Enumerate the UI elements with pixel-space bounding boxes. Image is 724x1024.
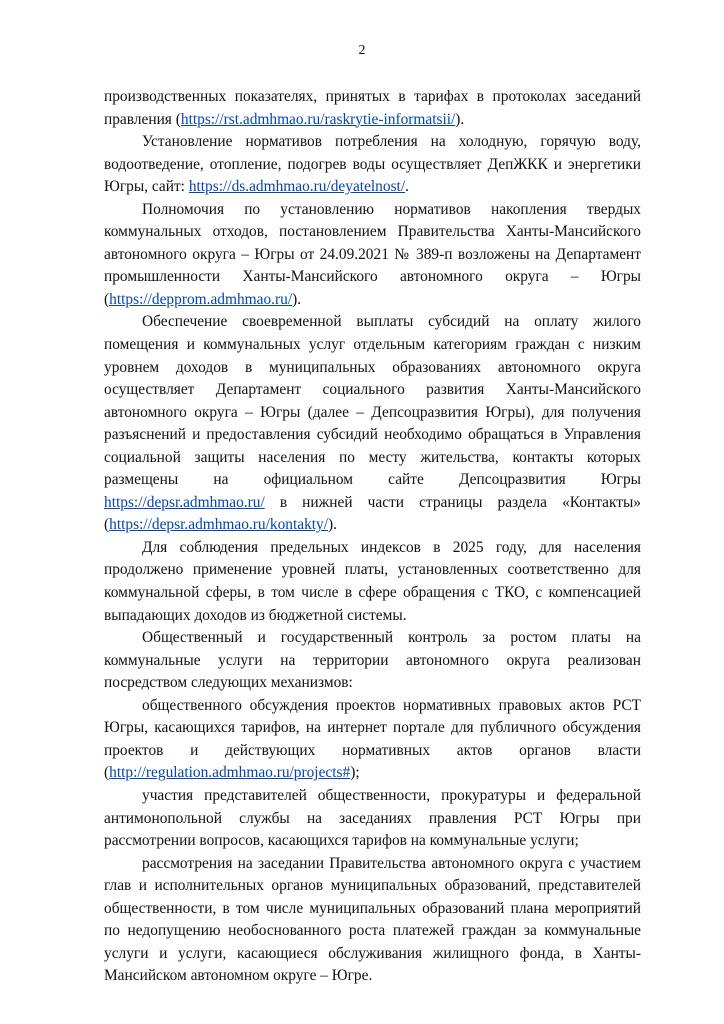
paragraph-text: Установление нормативов потребления на холодную, горячую воду, водоотведение, отопление, подогрев воды осуществляет ДепЖКК и энергетики Югры, сайт: <box>104 133 641 196</box>
paragraph-government-review <box>104 853 641 988</box>
paragraph-consumption-norms <box>104 131 641 199</box>
paragraph-text: Обеспечение своевременной выплаты субсидий на оплату жилого помещения и коммунальных услуг отдельным категориям граждан с низким уровнем доходов в муниципальных образованиях автономного округа осуществляет Департамент социального развития Ханты-Мансийского автономного округа – Югры (далее – Депсоцразвития Югры), для получения разъяснений и предоставления субсидий необходимо обращаться в Управления социальной защиты населения по месту жительства, контакты которых размещены на официальном сайте Депсоцразвития Югры <box>104 313 641 489</box>
depsr-link[interactable]: https://depsr.admhmao.ru/ <box>104 493 265 511</box>
paragraph-text: Общественный и государственный контроль за ростом платы на коммунальные услуги на территории автономного округа реализован посредством следующих механизмов: <box>104 629 641 692</box>
paragraph-text: ). <box>328 516 337 534</box>
paragraph-control-mechanisms <box>104 627 641 695</box>
paragraph-waste-norms <box>104 199 641 312</box>
depsr-contacts-link[interactable]: https://depsr.admhmao.ru/kontakty/ <box>109 516 329 534</box>
paragraph-text: ). <box>292 290 302 308</box>
document-body <box>104 86 641 988</box>
paragraph-text: . <box>405 178 409 196</box>
ds-activity-link[interactable]: https://ds.admhmao.ru/deyatelnost/ <box>188 178 406 196</box>
paragraph-participation <box>104 785 641 853</box>
paragraph-price-indices <box>104 537 641 627</box>
paragraph-text: участия представителей общественности, прокуратуры и федеральной антимонопольной службы на заседаниях правления РСТ Югры при рассмотрении вопросов, касающихся тарифов на коммунальные услуги; <box>104 786 641 850</box>
page-number: 2 <box>358 43 366 58</box>
rst-disclosure-link[interactable]: https://rst.admhmao.ru/raskrytie-informatsii/ <box>180 110 456 128</box>
paragraph-text: общественного обсуждения проектов нормативных правовых актов РСТ Югры, касающихся тарифов, на интернет портале для публичного обсуждения проектов и действующих нормативных актов органов власти ( <box>104 696 641 782</box>
paragraph-tariff-protocols <box>104 86 641 131</box>
paragraph-text: ); <box>350 764 360 782</box>
paragraph-public-discussion <box>104 695 641 785</box>
paragraph-text: в нижней части страницы раздела «Контакты» ( <box>104 493 641 534</box>
regulation-projects-link[interactable]: http://regulation.admhmao.ru/projects# <box>109 764 351 782</box>
paragraph-text: ). <box>455 110 465 128</box>
paragraph-text: Для соблюдения предельных индексов в 2025 году, для населения продолжено применение уровней платы, установленных соответственно для коммунальной сферы, в том числе в сфере обращения с ТКО, с компенсацией выпадающих доходов из бюджетной системы. <box>104 538 641 624</box>
paragraph-text: производственных показателях, принятых в тарифах в протоколах заседаний правления ( <box>104 88 641 128</box>
paragraph-text: рассмотрения на заседании Правительства автономного округа с участием глав и исполнительных органов муниципальных образований, представителей общественности, в том числе муниципальных образований плана мероприятий по недопущению необоснованного роста платежей граждан за коммунальные услуги и услуги, касающиеся обслуживания жилищного фонда, в Ханты-Мансийском автономном округе – Югре. <box>104 854 641 985</box>
paragraph-subsidies <box>104 311 641 536</box>
depprom-link[interactable]: https://depprom.admhmao.ru/ <box>109 290 293 308</box>
paragraph-text: Полномочия по установлению нормативов накопления твердых коммунальных отходов, постановлением Правительства Ханты-Мансийского автономного округа – Югры от 24.09.2021 № 389-п возложены на Департамент промышленности Ханты-Мансийского автономного округа – Югры ( <box>104 200 641 308</box>
